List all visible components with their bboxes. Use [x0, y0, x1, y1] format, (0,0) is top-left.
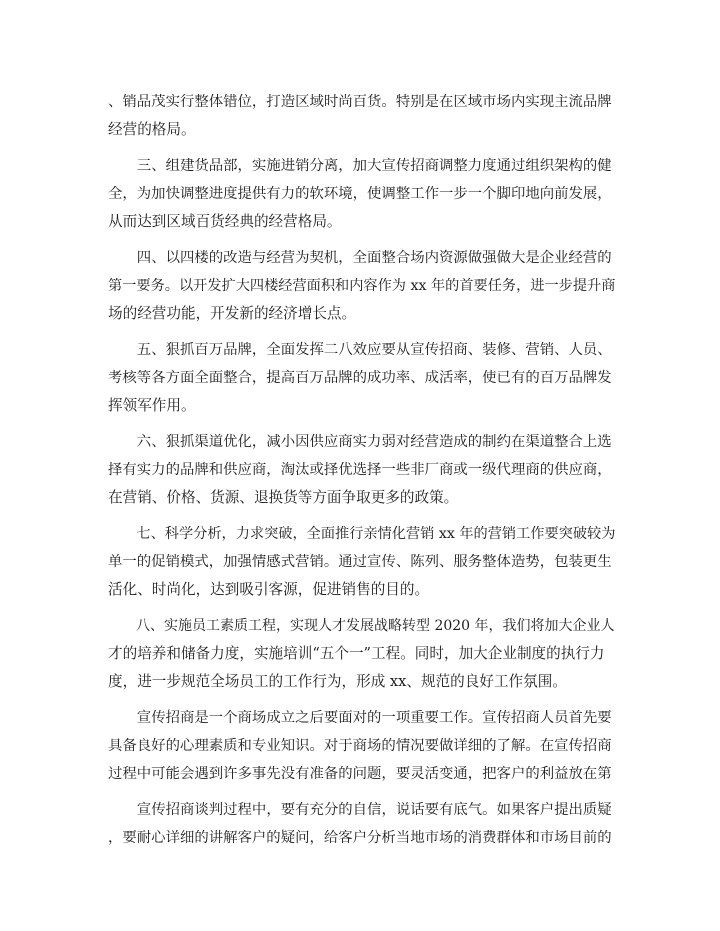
paragraph-5	[108, 428, 618, 512]
text-line: 宣传招商谈判过程中，要有充分的自信，说话要有底气。如果客户提出质疑	[136, 802, 612, 818]
paragraph-6	[108, 520, 618, 604]
text-line: 六、狠抓渠道优化，减小因供应商实力弱对经营造成的制约在渠道整合上选	[136, 434, 612, 450]
text-line: 具备良好的心理素质和专业知识。对于商场的情况要做详细的了解。在宣传招商	[108, 738, 612, 754]
text-line: 度，进一步规范全场员工的工作行为，形成 xx、规范的良好工作氛围。	[108, 673, 567, 690]
document-body	[108, 88, 618, 860]
text-line: 场的经营功能，开发新的经济增长点。	[108, 305, 357, 322]
paragraph-2	[108, 152, 618, 236]
text-line: 宣传招商是一个商场成立之后要面对的一项重要工作。宣传招商人员首先要	[136, 710, 612, 726]
text-line: 第一要务。以开发扩大四楼经营面积和内容作为 xx 年的首要任务，进一步提升商	[108, 278, 616, 294]
text-line: 经营的格局。	[108, 121, 196, 138]
text-line: ，要耐心详细的讲解客户的疑问，给客户分析当地市场的消费群体和市场目前的	[108, 830, 612, 846]
paragraph-3	[108, 244, 618, 328]
text-line: 、销品茂实行整体错位，打造区域时尚百货。特别是在区域市场内实现主流品牌	[108, 94, 612, 110]
paragraph-8	[108, 704, 618, 788]
text-line: 单一的促销模式，加强情感式营销。通过宣传、陈列、服务整体造势，包装更生	[108, 554, 612, 570]
text-line: 考核等各方面全面整合，提高百万品牌的成功率、成活率，使已有的百万品牌发	[108, 370, 612, 386]
text-line: 八、实施员工素质工程，实现人才发展战略转型 2020 年，我们将加大企业人	[136, 618, 615, 634]
text-line: 在营销、价格、货源、退换货等方面争取更多的政策。	[108, 489, 459, 506]
text-line: 活化、时尚化，达到吸引客源，促进销售的目的。	[108, 581, 430, 598]
text-line: 过程中可能会遇到许多事先没有准备的问题，要灵活变通，把客户的利益放在第	[108, 766, 612, 782]
text-line: 七、科学分析，力求突破，全面推行亲情化营销 xx 年的营销工作要突破较为	[136, 526, 616, 542]
text-line: 三、组建货品部，实施进销分离，加大宣传招商调整力度通过组织架构的健	[136, 158, 612, 174]
paragraph-1	[108, 88, 618, 144]
text-line: 才的培养和储备力度，实施培训“五个一”工程。同时，加大企业制度的执行力	[108, 645, 605, 662]
text-line: 四、以四楼的改造与经营为契机，全面整合场内资源做强做大是企业经营的	[136, 250, 612, 266]
paragraph-4	[108, 336, 618, 420]
paragraph-7	[108, 612, 618, 696]
text-line: 择有实力的品牌和供应商，淘汰或择优选择一些非厂商或一级代理商的供应商，	[108, 462, 612, 478]
text-line: 挥领军作用。	[108, 397, 196, 414]
text-line: 五、狠抓百万品牌，全面发挥二八效应要从宣传招商、装修、营销、人员、	[136, 342, 612, 358]
text-line: 从而达到区域百货经典的经营格局。	[108, 213, 342, 230]
paragraph-9	[108, 796, 618, 852]
text-line: 全，为加快调整进度提供有力的软环境，使调整工作一步一个脚印地向前发展，	[108, 186, 612, 202]
